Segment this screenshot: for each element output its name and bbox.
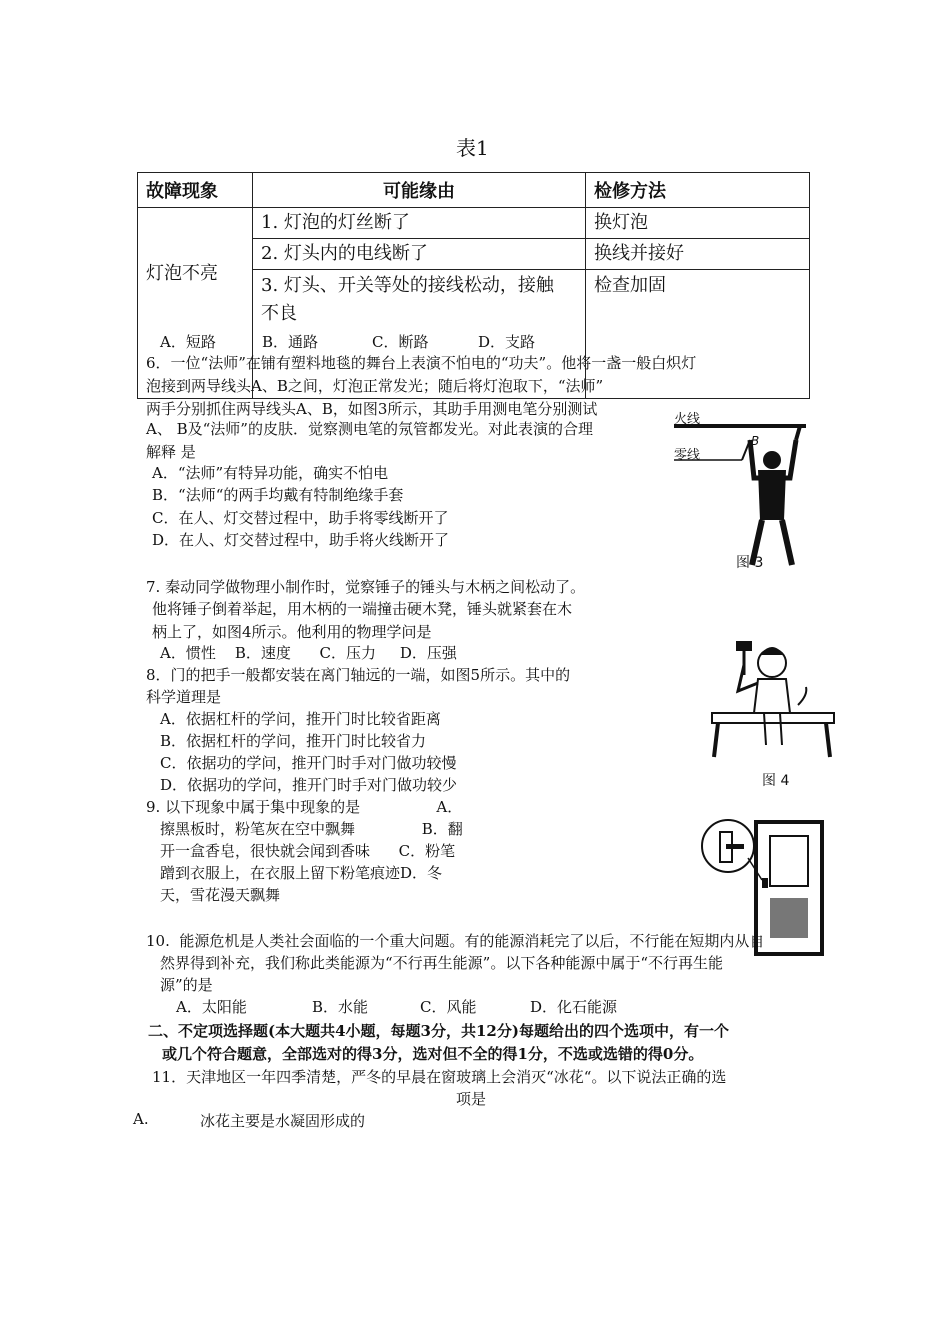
q7-line: 他将锤子倒着举起，用木柄的一端撞击硬木凳，锤头就紧套在木 (152, 600, 573, 618)
q11-line: 项是 (456, 1090, 487, 1108)
q11-line: 11．天津地区一年四季清楚，严冬的早晨在窗玻璃上会消灭“冰花“。以下说法正确的选 (152, 1068, 727, 1086)
label-b: B (751, 434, 760, 448)
fix-2: 换线并接好 (586, 239, 809, 270)
q10-option-c: C．风能 (420, 998, 477, 1016)
fault-cell: 灯泡不亮 (138, 208, 253, 399)
q8-line: 8．门的把手一般都安装在离门轴远的一端，如图5所示。其中的 (146, 666, 571, 684)
q8-option-c: C．依据功的学问，推开门时手对门做功较慢 (160, 754, 457, 772)
q9-line: 开一盒香皂，很快就会闻到香味 C．粉笔 (160, 842, 456, 860)
q11-option-a-label: A. (133, 1110, 149, 1128)
cause-3: 3. 灯头、开关等处的接线松动，接触不良 (261, 275, 554, 324)
q10-option-b: B．水能 (312, 998, 369, 1016)
figure-3 (672, 400, 812, 570)
figure-4-drawing (708, 635, 838, 765)
q6-option-d: D．在人、灯交替过程中，助手将火线断开了 (152, 531, 450, 549)
header-fault: 故障现象 (138, 173, 253, 208)
label-neutral-wire: 零线 (674, 448, 701, 463)
q9-line: 蹭到衣服上，在衣服上留下粉笔痕迹D．冬 (160, 864, 443, 882)
fix-1: 换灯泡 (586, 208, 809, 239)
q6-line: 解释 是 (146, 443, 196, 461)
table-title: 表1 (456, 136, 489, 160)
q7-line: 7. 秦动同学做物理小制作时，觉察锤子的锤头与木柄之间松动了。 (146, 578, 586, 596)
figure-3-caption: 图 3 (736, 555, 764, 571)
q6-line: 两手分别抓住两导线头A、B，如图3所示，其助手用测电笔分别测试 (146, 400, 598, 418)
q10-line: 然界得到补充，我们称此类能源为“不行再生能源”。以下各种能源中属于“不行再生能 (160, 954, 724, 972)
header-fix: 检修方法 (586, 173, 810, 208)
q6-option-b: B．“法师“的两手均戴有特制绝缘手套 (152, 486, 404, 504)
q6-line: A、 B及“法师”的皮肤．觉察测电笔的氖管都发光。对此表演的合理 (146, 420, 593, 438)
q7-options: A．惯性 B．速度 C．压力 D．压强 (160, 644, 457, 662)
q9-line: 9. 以下现象中属于集中现象的是 A． (146, 798, 463, 816)
cause-1: 1. 灯泡的灯丝断了 (253, 208, 585, 239)
figure-4-caption: 图 4 (762, 773, 790, 789)
q5-option-c: C．断路 (372, 333, 429, 351)
q5-option-d: D．支路 (478, 333, 536, 351)
q5-option-a: A．短路 (160, 333, 216, 351)
q5-option-b: B．通路 (262, 333, 319, 351)
q10-option-d: D．化石能源 (530, 998, 618, 1016)
q8-option-b: B．依据杠杆的学问，推开门时比较省力 (160, 732, 427, 750)
fix-3: 检查加固 (594, 275, 666, 296)
label-live-wire: 火线 (674, 412, 701, 427)
q8-option-a: A．依据杠杆的学问，推开门时比较省距离 (160, 710, 441, 728)
q7-line: 柄上了，如图4所示。他利用的物理学问是 (152, 623, 432, 641)
q8-option-d: D．依据功的学问，推开门时手对门做功较少 (160, 776, 458, 794)
q10-line: 源”的是 (160, 976, 213, 994)
q11-option-a-text: 冰花主要是水凝固形成的 (200, 1112, 366, 1130)
q9-line: 天，雪花漫天飘舞 (160, 886, 281, 904)
q6-option-a: A．“法师”有特异功能，确实不怕电 (152, 464, 389, 482)
table-header-row (138, 173, 810, 208)
q10-line: 10. 能源危机是人类社会面临的一个重大问题。有的能源消耗完了以后，不行能在短期内从自 (146, 932, 765, 950)
q8-line: 科学道理是 (146, 688, 222, 706)
q10-option-a: A．太阳能 (176, 998, 247, 1016)
header-cause: 可能缘由 (253, 173, 586, 208)
q6-line: 6．一位“法师”在铺有塑料地毯的舞台上表演不怕电的“功夫”。他将一盏一般白炽灯 (146, 354, 697, 372)
section-2-heading: 二、不定项选择题(本大题共4小题，每题3分，共12分)每题给出的四个选项中，有一个 (148, 1022, 729, 1040)
q6-line: 泡接到两导线头A、B之间，灯泡正常发光；随后将灯泡取下，“法师” (146, 377, 604, 395)
figure-4 (708, 635, 838, 765)
q9-line: 擦黑板时，粉笔灰在空中飘舞 B．翻 (160, 820, 463, 838)
q6-option-c: C．在人、灯交替过程中，助手将零线断开了 (152, 509, 449, 527)
cause-2: 2. 灯头内的电线断了 (253, 239, 585, 270)
section-2-heading-cont: 或几个符合题意，全部选对的得3分，选对但不全的得1分，不选或选错的得0分。 (162, 1045, 704, 1063)
